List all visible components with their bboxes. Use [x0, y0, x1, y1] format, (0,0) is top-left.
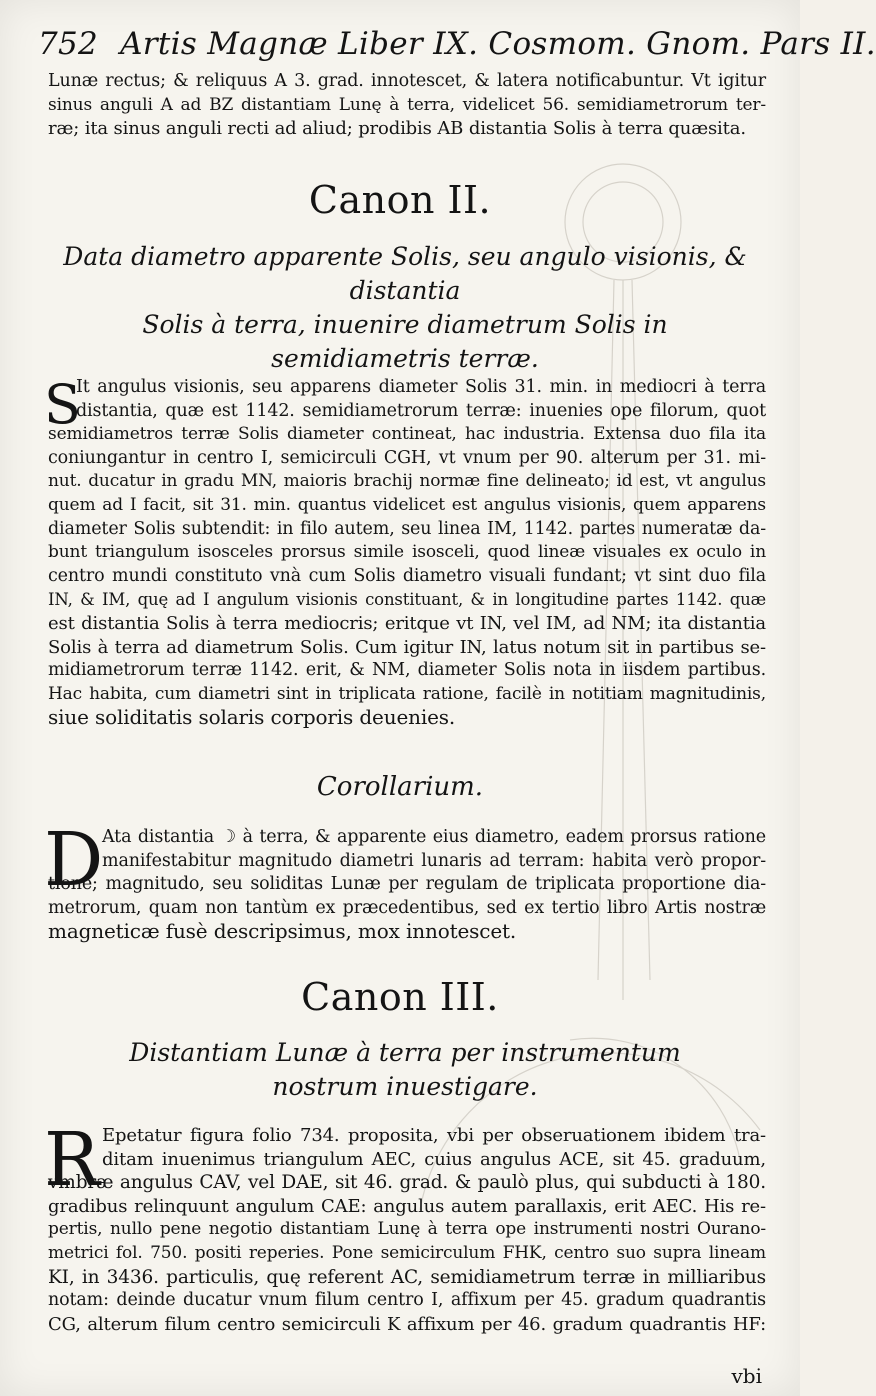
- text-line: metrici fol. 750. positi reperies. Pone semicirculum FHK, centro suo supra lineam: [48, 1242, 766, 1263]
- text-line: ræ; ita sinus anguli recti ad aliud; prodibis AB distantia Solis à terra quæsita.: [48, 118, 746, 140]
- corollarium-paragraph: [48, 826, 766, 944]
- text-line: quem ad I facit, sit 31. min. quantus videlicet est angulus visionis, quem apparens: [48, 494, 766, 515]
- text-line: Lunæ rectus; & reliquus A 3. grad. innotescet, & latera notificabuntur. Vt igitur: [48, 71, 766, 91]
- text-line: nut. ducatur in gradu MN, maioris brachij normæ fine delineato; id est, vt angulus: [48, 471, 766, 492]
- text-line: coniungantur in centro I, semicirculi CGH, vt vnum per 90. alterum per 31. mi-: [48, 447, 766, 468]
- canon-3-heading: Canon III.: [301, 975, 499, 1019]
- canon-2-heading: Canon II.: [308, 178, 492, 222]
- text-line: manifestabitur magnitudo diametri lunaris ad terram: habita verò propor-: [102, 850, 766, 871]
- canon-2-subtitle: [40, 240, 770, 376]
- text-line: est distantia Solis à terra mediocris; eritque vt IN, vel IM, ad NM; ita distantia: [48, 612, 766, 634]
- subtitle-line: Data diametro apparente Solis, seu angulo visionis, & distantia: [63, 242, 747, 305]
- text-line: bunt triangulum isosceles prorsus simile isosceli, quod lineæ visuales ex oculo in: [48, 542, 766, 563]
- text-line: Solis à terra ad diametrum Solis. Cum igitur IN, latus notum sit in partibus se-: [48, 636, 766, 658]
- intro-paragraph: [48, 70, 766, 141]
- running-title: Artis Magnæ Liber IX. Cosmom. Gnom. Pars II.: [120, 26, 876, 62]
- text-line: metrorum, quam non tantùm ex præcedentibus, sed ex tertio libro Artis nostræ: [48, 897, 766, 918]
- canon-3-subtitle: [40, 1036, 770, 1104]
- drop-cap-r: R: [44, 1117, 100, 1203]
- text-line: Hac habita, cum diametri sint in triplicata ratione, facilè in notitiam magnitudinis,: [48, 683, 766, 704]
- running-head: [38, 26, 876, 62]
- text-line: diameter Solis subtendit: in filo autem, seu linea IM, 1142. partes numeratæ da-: [48, 518, 766, 539]
- text-line: semidiametros terræ Solis diameter contineat, hac industria. Extensa duo fila ita: [48, 424, 766, 445]
- text-line: KI, in 3436. particulis, quę referent AC, semidiametrum terræ in milliaribus: [48, 1266, 766, 1288]
- text-line: midiametrorum terræ 1142. erit, & NM, diameter Solis nota in iisdem partibus.: [48, 660, 766, 681]
- text-line: Epetatur figura folio 734. proposita, vbi per obseruationem ibidem tra-: [102, 1125, 766, 1146]
- page-number: 752: [38, 26, 99, 62]
- text-line: centro mundi constituto vnà cum Solis diametro visuali fundant; vt sint duo fila: [48, 565, 766, 586]
- text-line: It angulus visionis, seu apparens diameter Solis 31. min. in mediocri à terra: [76, 377, 766, 397]
- text-line: sinus anguli A ad BZ distantiam Lunę à terra, videlicet 56. semidiametrorum ter-: [48, 94, 766, 115]
- subtitle-line: Distantiam Lunæ à terra per instrumentum: [129, 1038, 681, 1067]
- text-line: distantia, quæ est 1142. semidiametrorum terræ: inuenies ope filorum, quot: [76, 400, 766, 421]
- text-line: gradibus relinquunt angulum CAE: angulus autem parallaxis, erit AEC. His re-: [48, 1195, 766, 1217]
- text-line: CG, alterum filum centro semicirculi K affixum per 46. gradum quadrantis HF:: [48, 1313, 766, 1335]
- text-line: ditam inuenimus triangulum AEC, cuius angulus ACE, sit 45. graduum,: [102, 1148, 766, 1170]
- text-line: magneticæ fusè descripsimus, mox innotescet.: [48, 919, 517, 944]
- drop-cap-s: S: [44, 373, 81, 436]
- canon-3-paragraph: [48, 1124, 766, 1336]
- text-line: vmbræ angulus CAV, vel DAE, sit 46. grad. & paulò plus, qui subducti à 180.: [48, 1172, 766, 1194]
- subtitle-line: nostrum inuestigare.: [272, 1072, 538, 1101]
- catchword: vbi: [731, 1364, 762, 1388]
- text-line: Ata distantia ☽ à terra, & apparente eius diametro, eadem prorsus ratione: [102, 827, 766, 847]
- text-line: tione; magnitudo, seu soliditas Lunæ per regulam de triplicata proportione dia-: [48, 874, 766, 895]
- text-line: notam: deinde ducatur vnum filum centro I, affixum per 45. gradum quadrantis: [48, 1290, 766, 1311]
- canon-2-paragraph: [48, 376, 766, 730]
- text-line: IN, & IM, quę ad I angulum visionis constituant, & in longitudine partes 1142. quæ: [48, 590, 766, 610]
- subtitle-line: semidiametris terræ.: [271, 344, 539, 373]
- corollarium-heading: Corollarium.: [316, 772, 484, 802]
- text-line: pertis, nullo pene negotio distantiam Lunę à terra ope instrumenti nostri Ourano-: [48, 1219, 766, 1240]
- drop-cap-d: D: [44, 817, 104, 903]
- subtitle-line: Solis à terra, inuenire diametrum Solis in: [142, 310, 668, 339]
- text-line: siue soliditatis solaris corporis deuenies.: [48, 705, 456, 730]
